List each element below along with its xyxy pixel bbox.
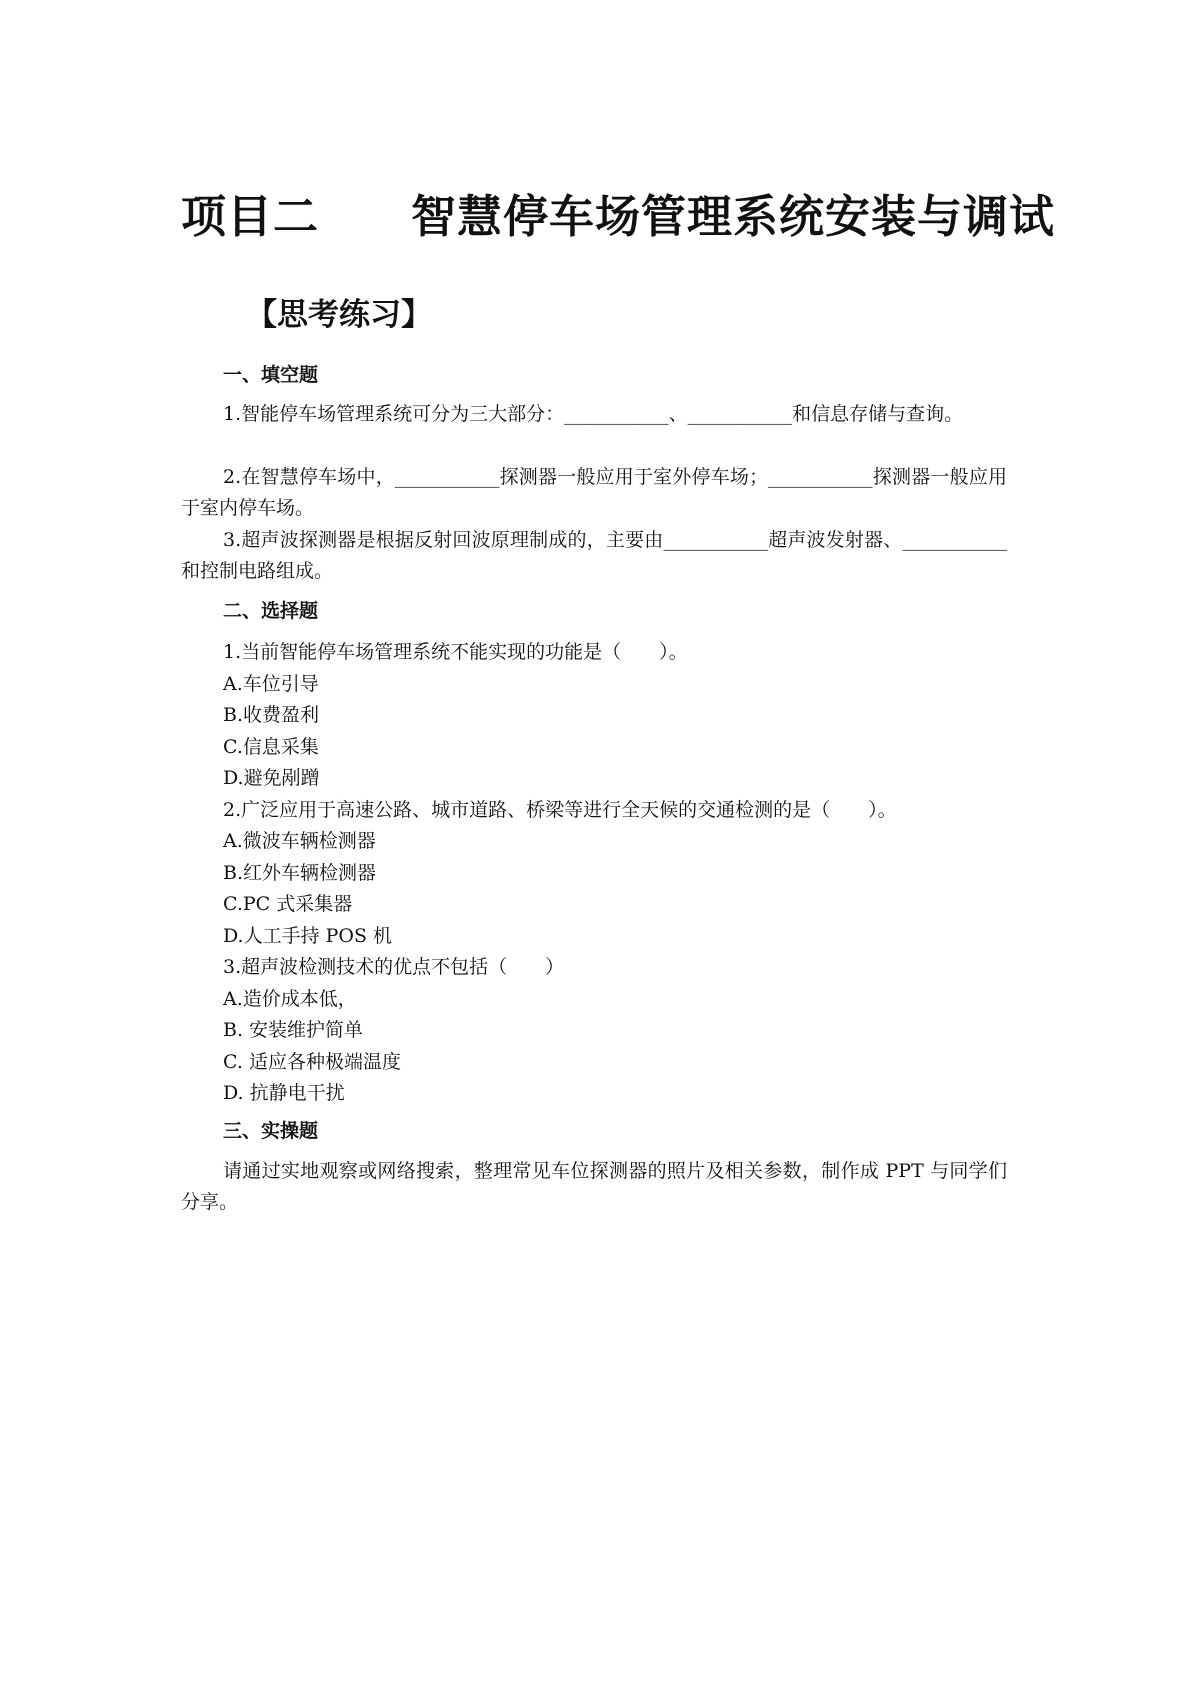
choice-question-3-option-c: C. 适应各种极端温度 xyxy=(223,1051,401,1073)
choice-question-3-stem: 3.超声波检测技术的优点不包括（ ） xyxy=(223,956,565,978)
fill-in-blank-heading: 一、填空题 xyxy=(223,364,319,386)
choice-question-2-option-a: A.微波车辆检测器 xyxy=(223,830,376,852)
multiple-choice-heading: 二、选择题 xyxy=(223,600,319,622)
fill-in-question-1: 1.智能停车场管理系统可分为三大部分：___________、___________和信息存储与查询。 xyxy=(223,403,964,425)
section-title: 【思考练习】 xyxy=(246,297,432,333)
choice-question-1-stem: 1.当前智能停车场管理系统不能实现的功能是（ ）。 xyxy=(223,641,688,663)
choice-question-1-option-d: D.避免剐蹭 xyxy=(223,767,320,789)
practical-task: 请通过实地观察或网络搜索，整理常见车位探测器的照片及相关参数，制作成 PPT 与同学们分享。 xyxy=(181,1160,1007,1213)
choice-question-1-option-b: B.收费盈利 xyxy=(223,704,320,726)
choice-question-2-option-b: B.红外车辆检测器 xyxy=(223,862,377,884)
fill-in-question-3: 3.超声波探测器是根据反射回波原理制成的，主要由___________超声波发射器、___________和控制电路组成。 xyxy=(181,529,1007,582)
choice-question-1-option-c: C.信息采集 xyxy=(223,736,319,758)
practical-heading: 三、实操题 xyxy=(223,1120,319,1142)
choice-question-3-option-a: A.造价成本低， xyxy=(223,988,357,1010)
choice-question-2-stem: 2.广泛应用于高速公路、城市道路、桥梁等进行全天候的交通检测的是（ ）。 xyxy=(223,799,897,821)
choice-question-2-option-c: C.PC 式采集器 xyxy=(223,893,353,915)
choice-question-3-option-d: D. 抗静电干扰 xyxy=(223,1082,345,1104)
choice-question-3-option-b: B. 安装维护简单 xyxy=(223,1019,364,1041)
choice-question-1-option-a: A.车位引导 xyxy=(223,673,319,695)
choice-question-2-option-d: D.人工手持 POS 机 xyxy=(223,925,393,947)
fill-in-question-2: 2.在智慧停车场中，___________探测器一般应用于室外停车场；___________探测器一般应用于室内停车场。 xyxy=(181,466,1007,519)
chapter-title: 项目二 智慧停车场管理系统安装与调试 xyxy=(181,190,1056,243)
